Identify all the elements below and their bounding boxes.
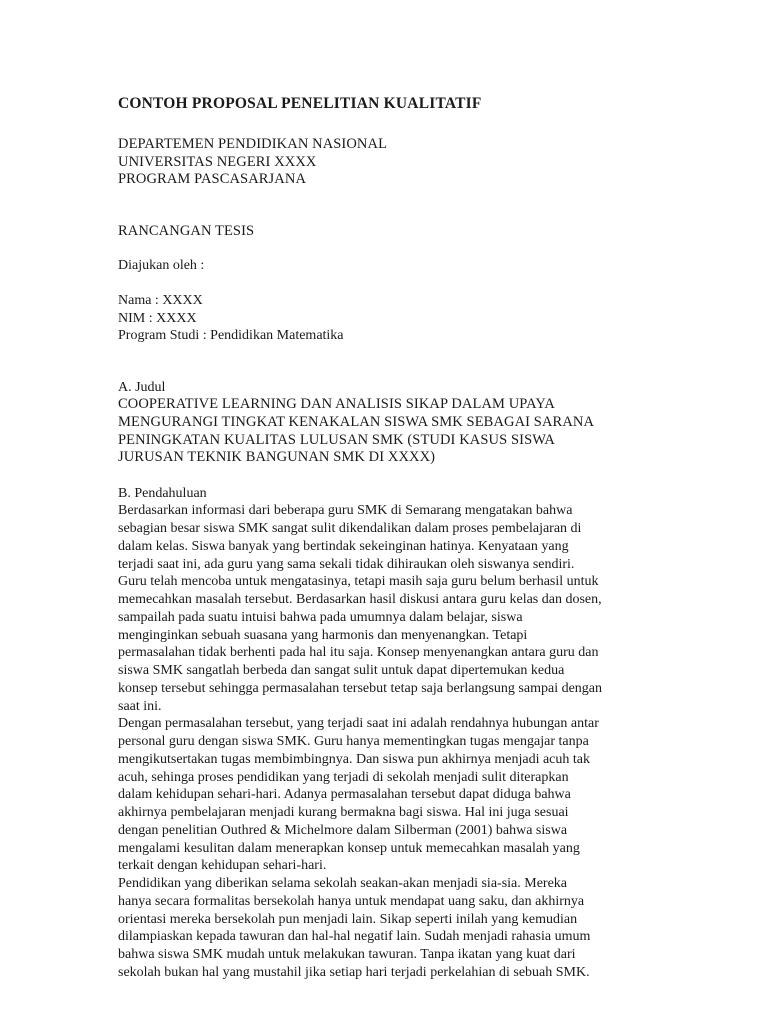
institution-block <box>118 136 658 189</box>
body-line: Dengan permasalahan tersebut, yang terjadi saat ini adalah rendahnya hubungan antar <box>118 716 599 732</box>
body-line: Berdasarkan informasi dari beberapa guru SMK di Semarang mengatakan bahwa <box>118 503 573 519</box>
body-line: dalam kelas. Siswa banyak yang bertindak sekeinginan hatinya. Kenyataan yang <box>118 538 569 554</box>
body-line: Pendidikan yang diberikan selama sekolah seakan-akan menjadi sia-sia. Mereka <box>118 876 568 892</box>
author-nim: NIM : XXXX <box>118 310 197 326</box>
research-title-line: PENINGKATAN KUALITAS LULUSAN SMK (STUDI KASUS SISWA <box>118 431 555 448</box>
body-line: dengan penelitian Outhred & Michelmore dalam Silberman (2001) bahwa siswa <box>118 822 568 838</box>
body-line: sampailah pada suatu intuisi bahwa pada umumnya dalam belajar, siswa <box>118 609 523 625</box>
document-title: CONTOH PROPOSAL PENELITIAN KUALITATIF <box>118 95 482 112</box>
institution-line: DEPARTEMEN PENDIDIKAN NASIONAL <box>118 136 388 152</box>
body-line: memecahkan masalah tersebut. Berdasarkan hasil diskusi antara guru kelas dan dosen, <box>118 592 602 608</box>
body-line: personal guru dengan siswa SMK. Guru hanya mementingkan tugas mengajar tanpa <box>118 734 589 750</box>
body-line: dalam kehidupan sehari-hari. Adanya permasalahan tersebut dapat diduga bahwa <box>118 787 571 803</box>
research-title-line: MENGURANGI TINGKAT KENAKALAN SISWA SMK SEBAGAI SARANA <box>118 413 595 430</box>
body-line: permasalahan tidak berhenti pada hal itu saja. Konsep menyenangkan antara guru dan <box>118 645 599 661</box>
section-b <box>118 485 658 982</box>
body-line: siswa SMK sangatlah berbeda dan sangat sulit untuk dapat dipertemukan kedua <box>118 663 565 679</box>
section-a-heading: A. Judul <box>118 379 166 395</box>
section-b-body <box>118 502 658 981</box>
body-line: mengikutsertakan tugas membimbingnya. Dan siswa pun akhirnya menjadi acuh tak <box>118 751 590 767</box>
research-title-line: COOPERATIVE LEARNING DAN ANALISIS SIKAP DALAM UPAYA <box>118 396 555 413</box>
submitted-by-label: Diajukan oleh : <box>118 258 205 274</box>
body-line: Guru telah mencoba untuk mengatasinya, tetapi masih saja guru belum berhasil untuk <box>118 574 599 590</box>
institution-line: PROGRAM PASCASARJANA <box>118 171 307 188</box>
body-line: sebagian besar siswa SMK sangat sulit dikendalikan dalam proses pembelajaran di <box>118 521 582 537</box>
body-line: acuh, sehinga proses pendidikan yang terjadi di sekolah menjadi sulit diterapkan <box>118 769 569 785</box>
body-line: sekolah bukan hal yang mustahil jika setiap hari terjadi perkelahian di sebuah SMK. <box>118 964 590 980</box>
body-line: hanya secara formalitas bersekolah hanya untuk mendapat uang saku, dan akhirnya <box>118 893 585 909</box>
section-b-heading: B. Pendahuluan <box>118 485 207 501</box>
author-name: Nama : XXXX <box>118 292 203 308</box>
document-page <box>118 94 658 982</box>
body-line: saat ini. <box>118 698 162 714</box>
body-line: mengalami kesulitan dalam menerapkan konsep untuk memecahkan masalah yang <box>118 840 580 856</box>
author-block <box>118 292 658 345</box>
section-a <box>118 379 658 467</box>
body-line: orientasi mereka bersekolah pun menjadi lain. Sikap seperti inilah yang kemudian <box>118 911 578 927</box>
body-line: akhirnya pembelajaran menjadi kurang bermakna bagi siswa. Hal ini juga sesuai <box>118 805 569 821</box>
body-line: terjadi saat ini, ada guru yang sama sekali tidak dihiraukan oleh siswanya sendiri. <box>118 556 575 572</box>
body-line: menginginkan sebuah suasana yang harmonis dan menyenangkan. Tetapi <box>118 627 528 643</box>
body-line: bahwa siswa SMK mudah untuk melakukan tawuran. Tanpa ikatan yang kuat dari <box>118 947 576 963</box>
author-program: Program Studi : Pendidikan Matematika <box>118 328 344 344</box>
design-title: RANCANGAN TESIS <box>118 222 255 239</box>
body-line: dilampiaskan kepada tawuran dan hal-hal negatif lain. Sudah menjadi rahasia umum <box>118 929 591 945</box>
institution-line: UNIVERSITAS NEGERI XXXX <box>118 153 317 170</box>
research-title-line: JURUSAN TEKNIK BANGUNAN SMK DI XXXX) <box>118 449 436 466</box>
body-line: terkait dengan kehidupan sehari-hari. <box>118 858 327 874</box>
body-line: konsep tersebut sehingga permasalahan tersebut tetap saja berlangsung sampai dengan <box>118 680 603 696</box>
